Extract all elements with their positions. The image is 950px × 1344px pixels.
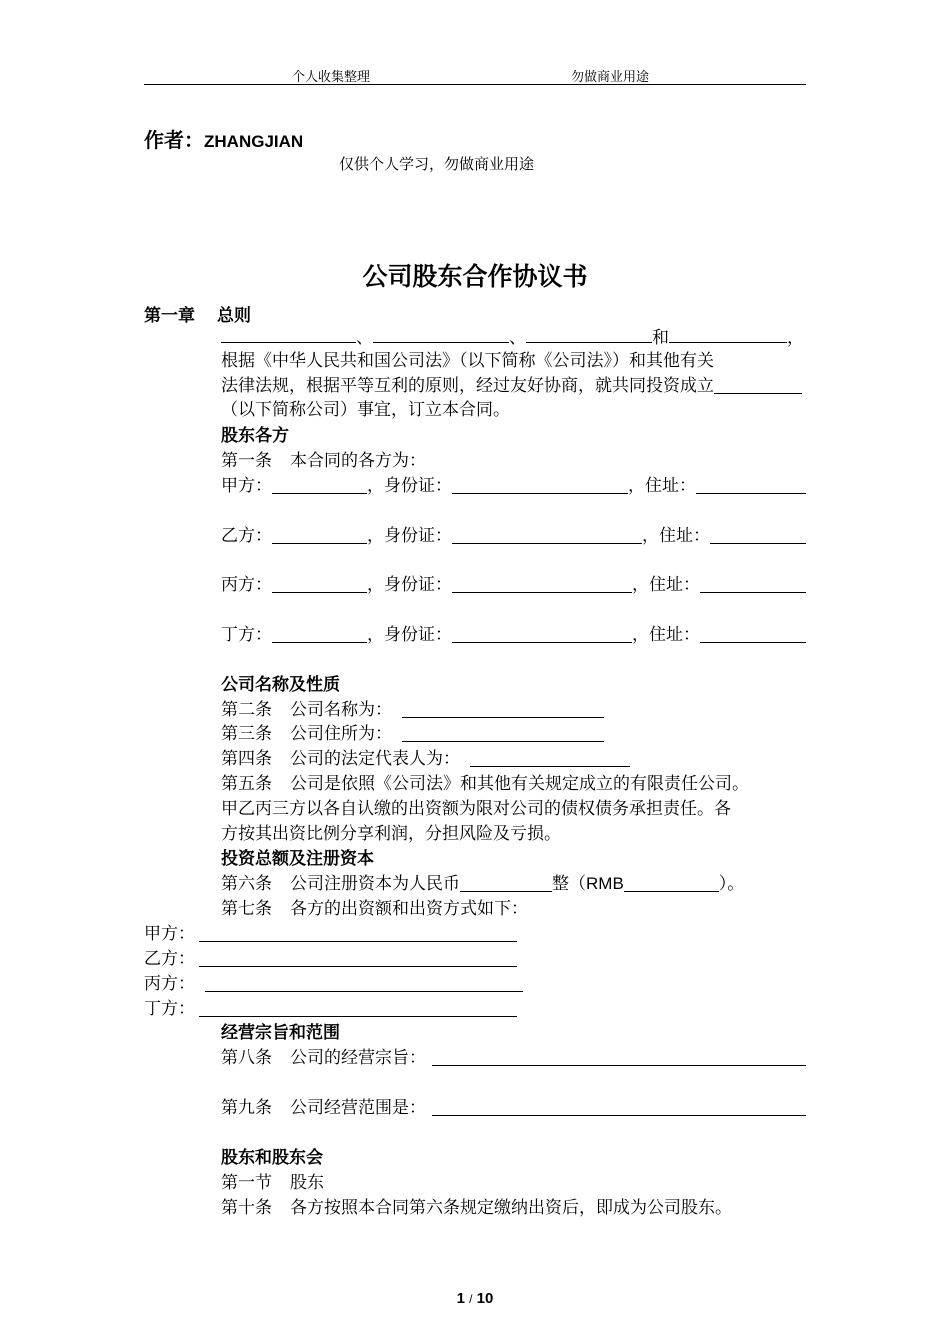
blank-party-name[interactable]: [272, 575, 367, 593]
article-7-text: 各方的出资额和出资方式如下：: [290, 899, 528, 918]
article-10-text: 各方按照本合同第六条规定缴纳出资后，即成为公司股东。: [290, 1198, 732, 1217]
party-row-ding: [221, 623, 806, 647]
party-row-bing: [221, 573, 806, 597]
article-5-text: 公司是依照《公司法》和其他有关规定成立的有限责任公司。: [290, 774, 749, 793]
blank-contribution[interactable]: [199, 924, 517, 942]
intro-end: ，: [787, 328, 804, 347]
article-5: [221, 772, 749, 796]
page-total: 10: [476, 1290, 494, 1307]
blank-company-address-field[interactable]: [402, 724, 604, 742]
section-heading-capital: 投资总额及注册资本: [221, 849, 374, 868]
blank-business-scope[interactable]: [432, 1098, 806, 1116]
author-label: 作者：: [144, 130, 204, 152]
contribution-row-yi: [144, 947, 517, 971]
article-10-num: 第十条: [221, 1198, 272, 1217]
contribution-row-ding: [144, 997, 517, 1021]
intro-line-4: （以下简称公司）事宜，订立本合同。: [221, 400, 510, 419]
header-right: 勿做商业用途: [571, 70, 650, 85]
blank-party-name[interactable]: [272, 625, 367, 643]
blank-capital-rmb[interactable]: [624, 874, 719, 892]
blank-party-2[interactable]: [373, 325, 509, 343]
author-line: [144, 124, 303, 153]
party-addr-label: ，住址：: [632, 575, 700, 594]
blank-contribution[interactable]: [199, 999, 517, 1017]
blank-party-id[interactable]: [452, 476, 628, 494]
article-1: [221, 449, 426, 473]
party-row-jia: [221, 474, 806, 498]
party-id-label: ，身份证：: [367, 476, 452, 495]
article-8: [221, 1046, 806, 1070]
article-4-text: 公司的法定代表人为：: [290, 749, 460, 768]
blank-party-id[interactable]: [452, 526, 642, 544]
article-10: [221, 1196, 732, 1220]
page-current: 1: [456, 1290, 465, 1307]
blank-capital-cny[interactable]: [460, 874, 552, 892]
article-6-text-b: 整（RMB: [552, 874, 624, 893]
article-5-line-2: 甲乙丙三方以各自认缴的出资额为限对公司的债权债务承担责任。各: [221, 799, 731, 818]
article-7: [221, 897, 528, 921]
article-9-num: 第九条: [221, 1098, 272, 1117]
article-1-text: 本合同的各方为：: [290, 451, 426, 470]
intro-and: 和: [652, 328, 669, 347]
header-left: 个人收集整理: [292, 70, 371, 85]
blank-party-address[interactable]: [696, 476, 806, 494]
party-label: 丙方：: [221, 575, 272, 594]
blank-company-name[interactable]: [714, 376, 802, 394]
intro-line-3: [221, 374, 802, 398]
section-1: [221, 1171, 324, 1195]
party-addr-label: ，住址：: [632, 625, 700, 644]
intro-line-1: [221, 325, 806, 350]
article-3: [221, 722, 604, 746]
section-heading-shareholders: 股东和股东会: [221, 1148, 323, 1167]
chapter-heading: [144, 301, 251, 326]
article-6-num: 第六条: [221, 874, 272, 893]
contribution-label: 丙方：: [144, 974, 195, 993]
chapter-name: 总则: [217, 306, 251, 325]
blank-contribution[interactable]: [205, 974, 523, 992]
header-divider: [144, 84, 806, 85]
blank-party-id[interactable]: [452, 625, 632, 643]
section-heading-parties: 股东各方: [221, 426, 289, 445]
article-8-num: 第八条: [221, 1048, 272, 1067]
blank-party-address[interactable]: [700, 625, 806, 643]
contribution-label: 甲方：: [144, 924, 195, 943]
party-addr-label: ，住址：: [642, 526, 710, 545]
article-5-line-3: 方按其出资比例分享利润，分担风险及亏损。: [221, 824, 561, 843]
section-1-num: 第一节: [221, 1173, 272, 1192]
intro-sep-1: 、: [356, 328, 373, 347]
chapter-number: 第一章: [144, 306, 195, 325]
party-id-label: ，身份证：: [367, 526, 452, 545]
page-number: [0, 1290, 950, 1307]
section-1-text: 股东: [290, 1173, 324, 1192]
author-name: ZHANGJIAN: [204, 132, 304, 151]
article-9: [221, 1096, 806, 1120]
article-3-num: 第三条: [221, 724, 272, 743]
document-title: 公司股东合作协议书: [362, 263, 588, 291]
blank-contribution[interactable]: [199, 949, 517, 967]
article-1-num: 第一条: [221, 451, 272, 470]
contribution-label: 乙方：: [144, 949, 195, 968]
blank-business-purpose[interactable]: [432, 1048, 806, 1066]
article-8-text: 公司的经营宗旨：: [290, 1048, 426, 1067]
party-row-yi: [221, 524, 806, 548]
blank-party-name[interactable]: [272, 526, 367, 544]
article-2-text: 公司名称为：: [290, 700, 392, 719]
blank-party-name[interactable]: [272, 476, 367, 494]
blank-party-4[interactable]: [669, 325, 787, 343]
blank-party-1[interactable]: [221, 325, 356, 343]
blank-party-3[interactable]: [526, 325, 652, 343]
article-9-text: 公司经营范围是：: [290, 1098, 426, 1117]
section-heading-business: 经营宗旨和范围: [221, 1023, 340, 1042]
intro-sep-2: 、: [509, 328, 526, 347]
article-7-num: 第七条: [221, 899, 272, 918]
party-id-label: ，身份证：: [367, 575, 452, 594]
blank-party-address[interactable]: [710, 526, 806, 544]
article-4: [221, 747, 630, 771]
usage-notice: 仅供个人学习，勿做商业用途: [339, 155, 535, 173]
page-separator: /: [469, 1292, 473, 1306]
blank-legal-rep-field[interactable]: [470, 749, 630, 767]
article-2: [221, 698, 604, 722]
article-6-text-c: ）。: [718, 874, 745, 893]
section-heading-company: 公司名称及性质: [221, 675, 340, 694]
intro-line-2: 根据《中华人民共和国公司法》（以下简称《公司法》）和其他有关: [221, 351, 714, 370]
article-3-text: 公司住所为：: [290, 724, 392, 743]
blank-company-name-field[interactable]: [402, 700, 604, 718]
party-label: 乙方：: [221, 526, 272, 545]
article-6-text-a: 公司注册资本为人民币: [290, 874, 460, 893]
party-addr-label: ，住址：: [628, 476, 696, 495]
party-id-label: ，身份证：: [367, 625, 452, 644]
contribution-row-bing: [144, 972, 523, 996]
article-4-num: 第四条: [221, 749, 272, 768]
contribution-label: 丁方：: [144, 999, 195, 1018]
intro-line-3-text: 法律法规，根据平等互利的原则，经过友好协商，就共同投资成立: [221, 376, 714, 395]
blank-party-id[interactable]: [452, 575, 632, 593]
blank-party-address[interactable]: [700, 575, 806, 593]
contribution-row-jia: [144, 922, 517, 946]
article-5-num: 第五条: [221, 774, 272, 793]
party-label: 丁方：: [221, 625, 272, 644]
party-label: 甲方：: [221, 476, 272, 495]
article-6: [221, 872, 744, 896]
article-2-num: 第二条: [221, 700, 272, 719]
